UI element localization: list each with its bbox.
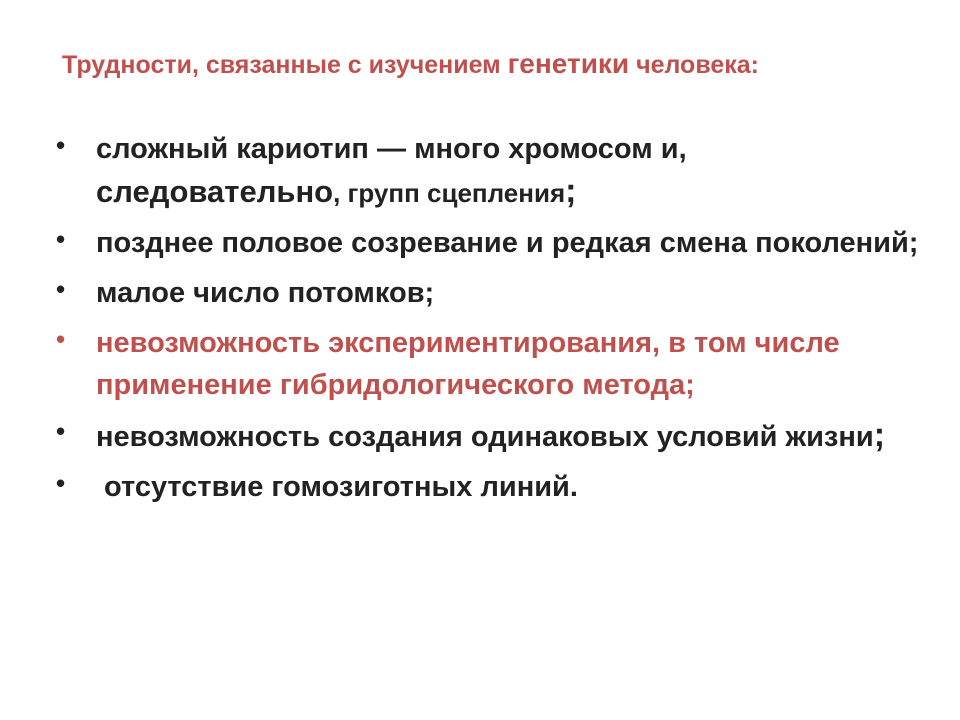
bullet-text-part-2: следовательно — [96, 174, 334, 209]
title-part-1: Трудности, связанные с изучением — [62, 51, 508, 79]
bullet-text-part-4: ; — [565, 172, 577, 210]
bullet-text: малое число потомков; — [96, 277, 435, 309]
bullet-text: отсутствие гомозиготных линий. — [104, 471, 578, 503]
bullet-dot-icon: • — [56, 468, 66, 498]
bullet-dot-icon: • — [56, 416, 66, 446]
bullet-item-homozygous — [0, 466, 960, 508]
bullet-text-part-2: ; — [873, 416, 886, 454]
title-part-3: человека: — [629, 51, 760, 79]
bullet-text-part-1: невозможность создания одинаковых условий жизни — [96, 421, 874, 453]
bullet-text-part-1: сложный кариотип — много хромосом и, — [96, 133, 687, 165]
bullet-dot-icon: • — [56, 274, 66, 304]
bullet-list — [0, 128, 960, 516]
bullet-item-conditions — [0, 414, 960, 458]
bullet-item-karyotype — [0, 128, 960, 214]
bullet-text: невозможность экспериментирования, в том числе применение гибридологического метода; — [96, 327, 840, 401]
bullet-text-part-3: , групп сцепления — [333, 178, 566, 208]
bullet-item-maturation — [0, 222, 960, 264]
bullet-dot-icon: • — [56, 224, 66, 254]
bullet-text: позднее половое созревание и редкая смена поколений; — [96, 227, 919, 259]
slide-title — [62, 48, 922, 80]
bullet-dot-icon: • — [56, 130, 66, 160]
title-part-2: генетики — [507, 48, 630, 79]
bullet-item-offspring — [0, 272, 960, 314]
bullet-dot-icon: • — [56, 324, 66, 354]
bullet-item-experimentation — [0, 322, 960, 406]
